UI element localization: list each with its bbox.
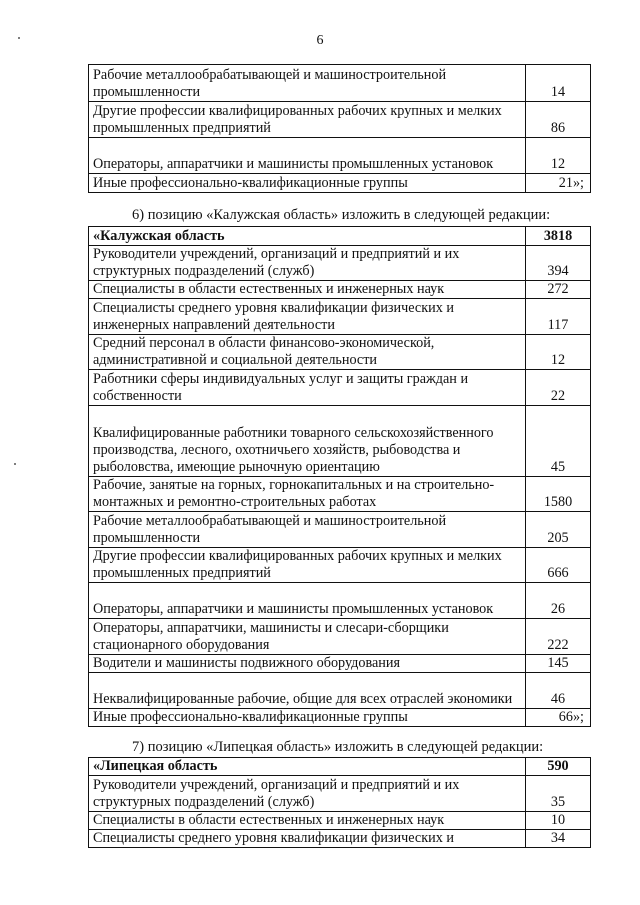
table-row (89, 138, 591, 174)
row-label: Средний персонал в области финансово-экономической, административной и социальной деятельности (89, 335, 526, 370)
region-total: 590 (526, 758, 591, 776)
scan-speck (14, 463, 16, 465)
table-row (89, 548, 591, 583)
table-row (89, 174, 591, 193)
table-row (89, 102, 591, 138)
table-row (89, 655, 591, 673)
table-row (89, 335, 591, 370)
table-row (89, 370, 591, 406)
row-value: 666 (526, 548, 591, 583)
row-value: 222 (526, 619, 591, 655)
row-label: Операторы, аппаратчики, машинисты и слесари-сборщики стационарного оборудования (89, 619, 526, 655)
row-value: 272 (526, 281, 591, 299)
row-value: 205 (526, 512, 591, 548)
row-value: 46 (526, 673, 591, 709)
row-label: Иные профессионально-квалификационные группы (89, 709, 526, 727)
table-row (89, 830, 591, 848)
table-row (89, 246, 591, 281)
row-label: Специалисты в области естественных и инженерных наук (89, 281, 526, 299)
row-label: Иные профессионально-квалификационные группы (89, 174, 526, 193)
row-value: 35 (526, 776, 591, 812)
row-label: Неквалифицированные рабочие, общие для всех отраслей экономики (89, 673, 526, 709)
row-label (89, 138, 526, 174)
row-value: 22 (526, 370, 591, 406)
row-value: 86 (526, 102, 591, 138)
table-continuation (88, 64, 591, 193)
table-row (89, 709, 591, 727)
row-label: Руководители учреждений, организаций и предприятий и их структурных подразделений (служб) (89, 246, 526, 281)
row-value: 12 (526, 138, 591, 174)
row-value: 117 (526, 299, 591, 335)
row-label-text: Операторы, аппаратчики и машинисты промышленных установок (93, 156, 494, 172)
row-value: 26 (526, 583, 591, 619)
table-header-row (89, 227, 591, 246)
row-label: Специалисты в области естественных и инженерных наук (89, 812, 526, 830)
paragraph-lipetsk: 7) позицию «Липецкая область» изложить в следующей редакции: (132, 739, 544, 755)
row-value: 14 (526, 65, 591, 102)
table-row (89, 65, 591, 102)
row-label-text: Рабочие металлообрабатывающей и машиностроительной промышленности (93, 67, 447, 100)
row-value: 145 (526, 655, 591, 673)
row-label (89, 102, 526, 138)
region-total: 3818 (526, 227, 591, 246)
table-row (89, 477, 591, 512)
row-label-text: Другие профессии квалифицированных рабочих крупных и мелких промышленных предприятий (93, 103, 502, 136)
row-label: Другие профессии квалифицированных рабочих крупных и мелких промышленных предприятий (89, 548, 526, 583)
page-number: 6 (316, 33, 324, 48)
row-label: Работники сферы индивидуальных услуг и защиты граждан и собственности (89, 370, 526, 406)
table-row (89, 583, 591, 619)
row-value: 21»; (526, 174, 591, 193)
paragraph-kaluga: 6) позицию «Калужская область» изложить в следующей редакции: (132, 207, 551, 223)
row-label: Водители и машинисты подвижного оборудования (89, 655, 526, 673)
row-value: 34 (526, 830, 591, 848)
row-label (89, 65, 526, 102)
row-value: 66»; (526, 709, 591, 727)
row-label: Специалисты среднего уровня квалификации физических и инженерных направлений деятельности (89, 299, 526, 335)
table-row (89, 406, 591, 477)
region-name: «Калужская область (89, 227, 526, 246)
row-label: Специалисты среднего уровня квалификации физических и (89, 830, 526, 848)
row-value: 1580 (526, 477, 591, 512)
table-row (89, 512, 591, 548)
row-label: Квалифицированные работники товарного сельскохозяйственного производства, лесного, охотничьего хозяйств, рыбоводства и рыболовства, имеющие рыночную ориентацию (89, 406, 526, 477)
row-label: Рабочие, занятые на горных, горнокапитальных и на строительно-монтажных и ремонтно-строительных работах (89, 477, 526, 512)
table-row (89, 776, 591, 812)
table-row (89, 281, 591, 299)
row-label: Операторы, аппаратчики и машинисты промышленных установок (89, 583, 526, 619)
row-label: Руководители учреждений, организаций и предприятий и их структурных подразделений (служб) (89, 776, 526, 812)
row-value: 45 (526, 406, 591, 477)
table-row (89, 299, 591, 335)
table-lipetsk (88, 757, 591, 848)
row-label: Рабочие металлообрабатывающей и машиностроительной промышленности (89, 512, 526, 548)
table-kaluga (88, 226, 591, 727)
row-value: 12 (526, 335, 591, 370)
table-row (89, 673, 591, 709)
row-value: 394 (526, 246, 591, 281)
region-name: «Липецкая область (89, 758, 526, 776)
row-value: 10 (526, 812, 591, 830)
table-row (89, 812, 591, 830)
table-header-row (89, 758, 591, 776)
table-row (89, 619, 591, 655)
